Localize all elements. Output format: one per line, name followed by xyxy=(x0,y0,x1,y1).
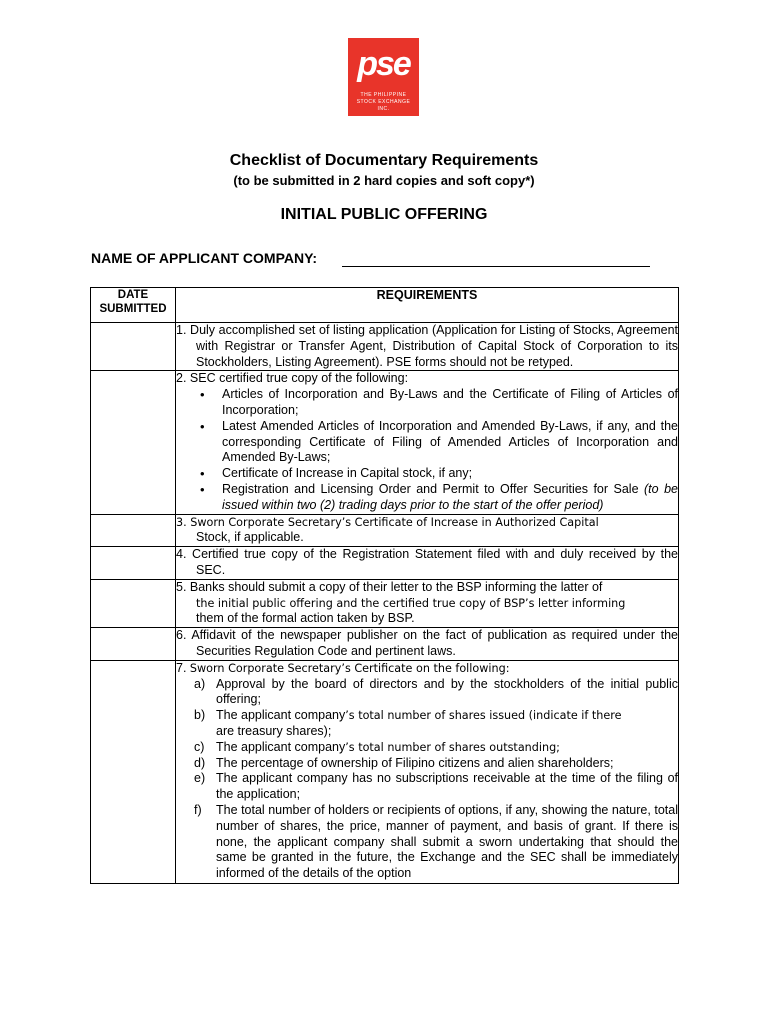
requirement-cell xyxy=(176,628,679,661)
table-row xyxy=(91,628,679,661)
list-item-text: Approval by the board of directors and by the stockholders of the initial public offering; xyxy=(216,676,678,707)
applicant-company-blank-line xyxy=(342,266,650,267)
list-item: • Latest Amended Articles of Incorporation and Amended By-Laws, if any, and the corresponding Certificate of Filing of Amended Articles of Incorporation and Amended By-Laws; xyxy=(200,419,678,466)
list-item-letter: f) xyxy=(194,802,202,817)
requirement-cell xyxy=(176,323,679,371)
date-cell[interactable] xyxy=(91,323,176,371)
list-item xyxy=(194,756,678,772)
table-row xyxy=(91,579,679,627)
date-header-line2: SUBMITTED xyxy=(99,303,167,315)
list-item-text: The percentage of ownership of Filipino citizens and alien shareholders; xyxy=(216,755,614,770)
pse-logo-line3: INC. xyxy=(377,106,390,112)
list-item xyxy=(200,482,678,514)
list-item-letter: e) xyxy=(194,771,206,786)
pse-logo-mark: pse xyxy=(357,45,410,83)
list-item-note: (to be issued within two (2) trading days prior to the start of the offer period) xyxy=(222,481,678,512)
requirement-5-text-b: the initial public offering and the certified true copy of BSP’s letter informing xyxy=(196,596,626,610)
document-subtitle: (to be submitted in 2 hard copies and soft copy*) xyxy=(233,173,535,188)
date-submitted-header xyxy=(91,288,176,323)
requirement-5-text-a: 5. Banks should submit a copy of their letter to the BSP informing the latter of xyxy=(176,579,603,594)
date-cell[interactable] xyxy=(91,547,176,580)
list-item-text: ’s total number of shares outstanding; xyxy=(345,740,560,754)
date-cell[interactable] xyxy=(91,628,176,661)
list-item-letter: b) xyxy=(194,708,206,723)
table-row xyxy=(91,371,679,514)
pse-logo-line2: STOCK EXCHANGE xyxy=(356,99,411,105)
list-item: • Articles of Incorporation and By-Laws and the Certificate of Filing of Articles of Incorporation; xyxy=(200,387,678,419)
date-header-line1: DATE xyxy=(117,289,149,301)
table-row xyxy=(91,514,679,547)
list-item-text: The applicant company xyxy=(216,708,346,723)
requirements-table xyxy=(90,287,679,884)
table-header-row xyxy=(91,288,679,323)
date-cell[interactable] xyxy=(91,514,176,547)
list-item-text: The applicant company has no subscriptions receivable at the time of the filing of the application; xyxy=(216,771,678,802)
list-item xyxy=(194,677,678,709)
requirement-2-intro: 2. SEC certified true copy of the following: xyxy=(176,371,409,386)
list-item xyxy=(194,740,678,756)
list-item xyxy=(194,771,678,803)
list-item xyxy=(194,708,678,740)
requirement-cell xyxy=(176,514,679,547)
offering-heading: INITIAL PUBLIC OFFERING xyxy=(280,206,488,223)
pse-logo-line1: THE PHILIPPINE xyxy=(360,92,407,98)
table-row xyxy=(91,323,679,371)
list-item-text: ’s total number of shares issued (indicate if there xyxy=(345,709,622,723)
requirement-4-text: 4. Certified true copy of the Registration Statement filed with and duly received by the SEC. xyxy=(176,547,678,577)
list-item xyxy=(194,803,678,882)
requirement-7-intro-text: Sworn Corporate Secretary’s Certificate on the following: xyxy=(189,661,510,675)
requirement-cell xyxy=(176,547,679,580)
list-item-letter: c) xyxy=(194,739,205,754)
requirement-2-list xyxy=(176,387,678,513)
requirement-7-number: 7. xyxy=(176,660,187,675)
requirement-6-text: 6. Affidavit of the newspaper publisher on the fact of publication as required under the Securities Regulation Code and pertinent laws. xyxy=(176,628,678,658)
table-row xyxy=(91,547,679,580)
list-item-letter: d) xyxy=(194,755,206,770)
requirement-3-text-b: Stock, if applicable. xyxy=(196,530,304,545)
requirements-header: REQUIREMENTS xyxy=(176,288,679,323)
requirement-7-intro xyxy=(176,661,678,677)
requirement-cell xyxy=(176,579,679,627)
date-cell[interactable] xyxy=(91,579,176,627)
table-row xyxy=(91,660,679,883)
list-item-text: The applicant company xyxy=(216,739,346,754)
applicant-company-label: NAME OF APPLICANT COMPANY: xyxy=(91,250,318,266)
pse-logo xyxy=(348,38,419,116)
date-cell[interactable] xyxy=(91,660,176,883)
requirement-7-list xyxy=(176,677,678,882)
list-item-text: The total number of holders or recipients of options, if any, showing the nature, total number of shares, the price, manner of payment, and basis of grant. If there is none, the applicant company shall submit a sworn undertaking that should the same be granted in the future, the Exchange and the SEC shall be immediately informed of the details of the option xyxy=(216,802,678,881)
list-item-text: Registration and Licensing Order and Permit to Offer Securities for Sale xyxy=(222,481,639,496)
document-title: Checklist of Documentary Requirements xyxy=(229,152,539,169)
requirement-1-text: 1. Duly accomplished set of listing application (Application for Listing of Stocks, Agreement with Registrar or Transfer Agent, Distribution of Capital Stock of Corporation to its Stockholders, Listing Agreement). PSE forms should not be retyped. xyxy=(176,323,678,369)
requirement-cell xyxy=(176,660,679,883)
requirement-3-text-a: 3. Sworn Corporate Secretary’s Certificate of Increase in Authorized Capital xyxy=(176,515,599,529)
date-cell[interactable] xyxy=(91,371,176,514)
list-item: • Certificate of Increase in Capital stock, if any; xyxy=(200,466,678,482)
list-item-letter: a) xyxy=(194,676,206,691)
list-item-text: are treasury shares); xyxy=(216,723,332,738)
requirement-5-text-c: them of the formal action taken by BSP. xyxy=(196,611,415,626)
requirement-cell xyxy=(176,371,679,514)
